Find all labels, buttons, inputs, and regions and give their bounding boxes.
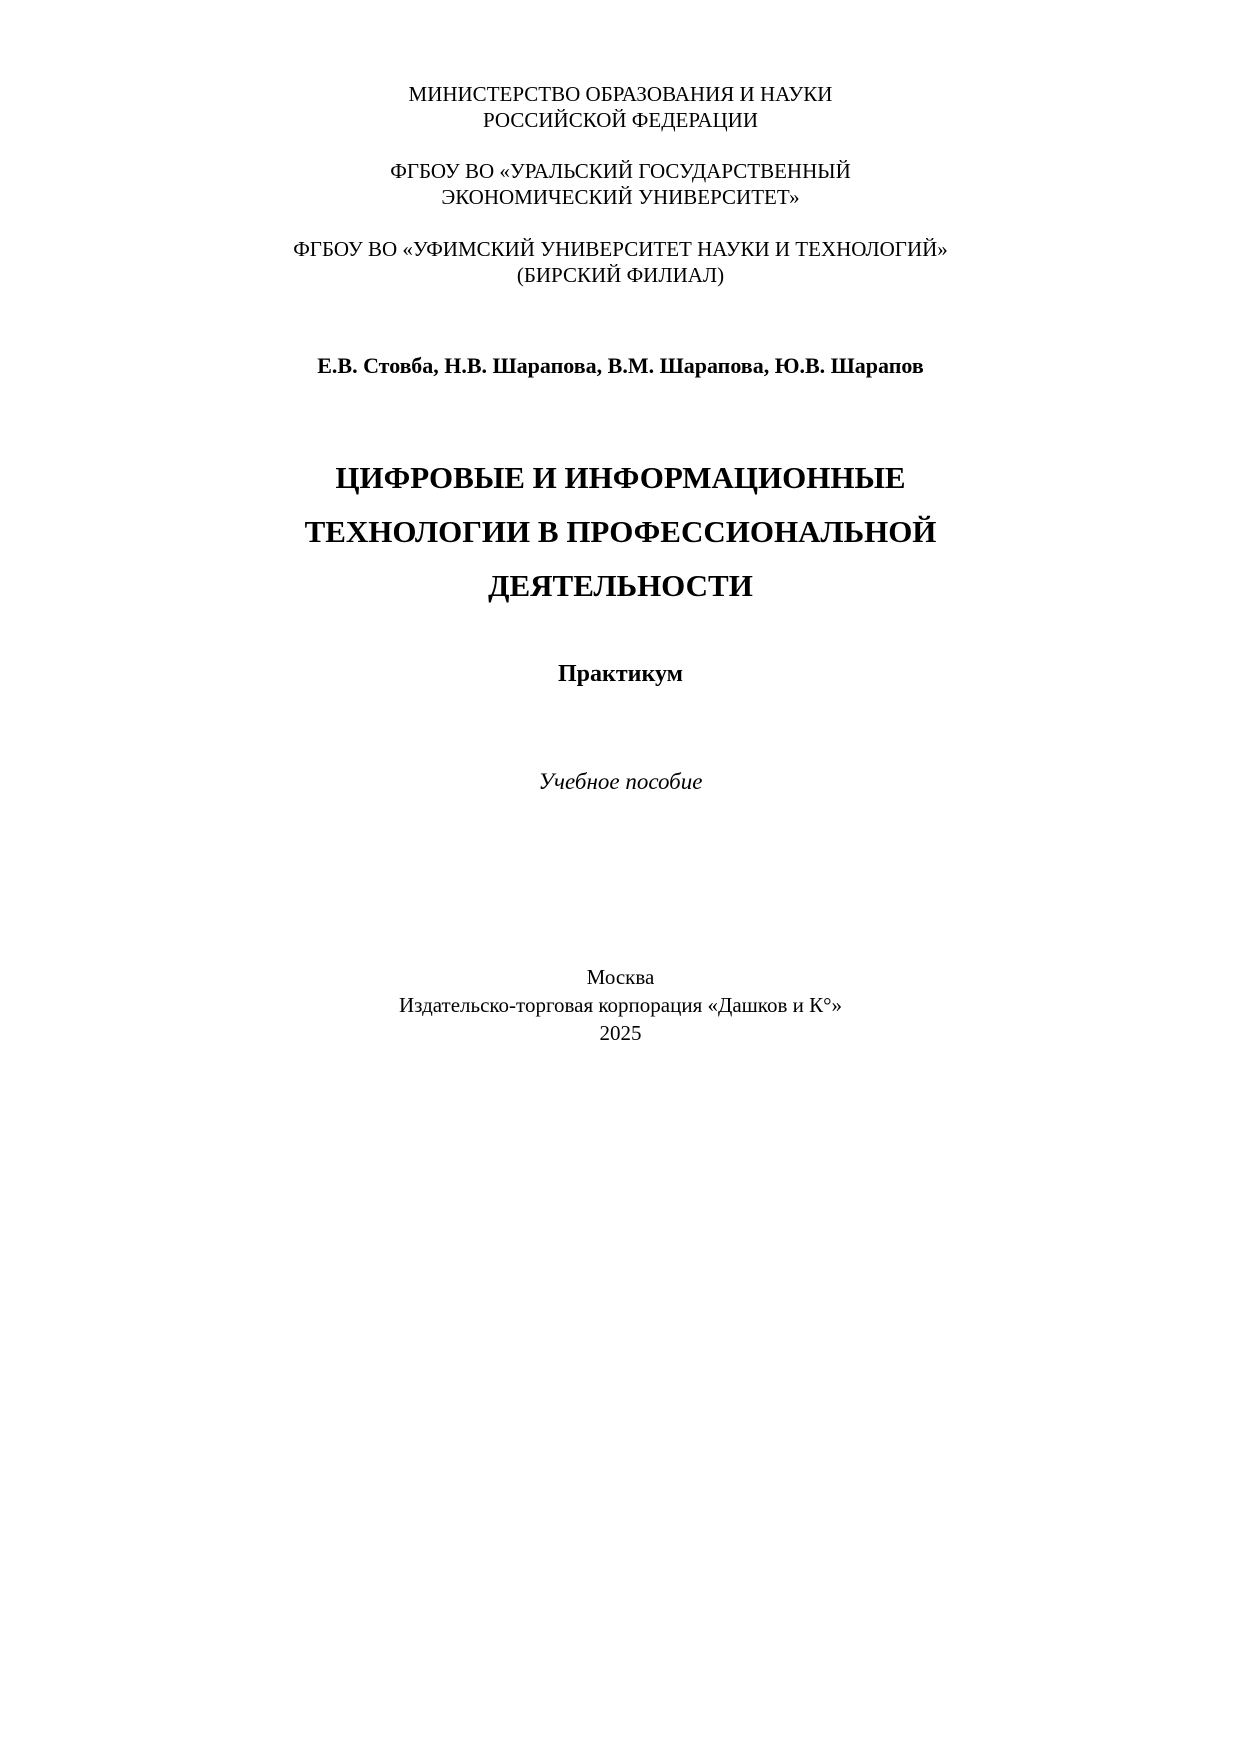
usue-line-2: ЭКОНОМИЧЕСКИЙ УНИВЕРСИТЕТ» bbox=[441, 185, 800, 209]
book-title-line-2: ТЕХНОЛОГИИ В ПРОФЕССИОНАЛЬНОЙ bbox=[304, 514, 937, 549]
subtitle: Практикум bbox=[558, 661, 683, 687]
book-title-line-3: ДЕЯТЕЛЬНОСТИ bbox=[488, 568, 753, 603]
ufa-university-line-1: ФГБОУ ВО «УФИМСКИЙ УНИВЕРСИТЕТ НАУКИ И ТЕХНОЛОГИЙ» bbox=[293, 237, 948, 261]
imprint-year: 2025 bbox=[599, 1021, 642, 1045]
authors: Е.В. Стовба, Н.В. Шарапова, В.М. Шарапова, Ю.В. Шарапов bbox=[317, 353, 924, 378]
ministry-line-2: РОССИЙСКОЙ ФЕДЕРАЦИИ bbox=[483, 108, 758, 132]
ufa-university-line-2: (БИРСКИЙ ФИЛИАЛ) bbox=[516, 263, 725, 287]
genre-label: Учебное пособие bbox=[538, 769, 703, 794]
ministry-line-1: МИНИСТЕРСТВО ОБРАЗОВАНИЯ И НАУКИ bbox=[408, 82, 833, 106]
usue-line-1: ФГБОУ ВО «УРАЛЬСКИЙ ГОСУДАРСТВЕННЫЙ bbox=[390, 159, 851, 183]
imprint-publisher: Издательско-торговая корпорация «Дашков и К°» bbox=[399, 993, 842, 1017]
book-title-line-1: ЦИФРОВЫЕ И ИНФОРМАЦИОННЫЕ bbox=[335, 460, 906, 495]
imprint-city: Москва bbox=[586, 965, 655, 989]
